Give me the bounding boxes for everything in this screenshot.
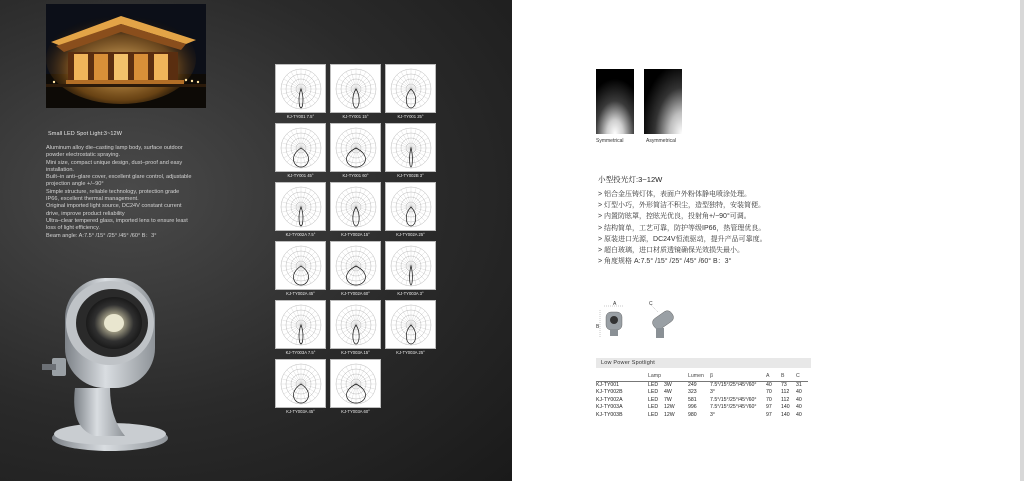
polar-diagram xyxy=(385,182,436,231)
feature-line-en: drive, improve product reliability xyxy=(46,210,125,217)
polar-diagram xyxy=(330,241,381,290)
cell-dim-a: 40 xyxy=(766,381,781,389)
cell-lumen: 980 xyxy=(688,411,697,418)
cell-lamp: LED xyxy=(648,396,659,403)
polar-diagram-label: KJ-TY003A 60° xyxy=(341,409,370,414)
features-list-en xyxy=(46,145,261,240)
cell-model: KJ-TY003A xyxy=(596,404,623,411)
polar-diagram-label: KJ-TY003A 7.5° xyxy=(285,350,316,355)
feature-line-en: Ultra–clear tempered glass, imported lens to ensure least xyxy=(46,217,188,224)
cell-lumen: 996 xyxy=(688,404,697,411)
cell-dim-a: 97 xyxy=(766,411,772,418)
polar-diagram-cell xyxy=(275,123,326,180)
polar-diagram xyxy=(330,359,381,408)
polar-diagram xyxy=(385,241,436,290)
cell-model: KJ-TY001 xyxy=(596,381,648,389)
polar-diagram xyxy=(385,123,436,172)
spotlight-product-image xyxy=(40,268,170,458)
feature-line-en: powder electrostatic spraying. xyxy=(46,152,120,159)
cell-model: KJ-TY002A xyxy=(596,396,623,403)
cell-watt: 12W xyxy=(664,404,675,411)
polar-diagram xyxy=(275,182,326,231)
cell-lamp: LED xyxy=(648,411,659,418)
cell-lumen: 249 xyxy=(688,381,710,389)
cell-dim-c: 31 xyxy=(796,381,808,389)
polar-diagram-label: KJ-TY003A 15° xyxy=(341,350,370,355)
cell-beam: 7.5°/15°/25°/45°/60° xyxy=(710,381,766,389)
cell-watt: 4W xyxy=(664,389,672,396)
polar-diagram-cell xyxy=(385,64,436,121)
cell-beam: 7.5°/15°/25°/45°/60° xyxy=(710,404,757,411)
cell-dim-b: 140 xyxy=(781,404,790,411)
polar-diagram-cell xyxy=(330,123,381,180)
col-header-watt xyxy=(664,373,688,381)
spec-table-row xyxy=(596,397,808,405)
cell-lumen: 323 xyxy=(688,389,697,396)
polar-diagram-cell xyxy=(330,300,381,357)
polar-diagram-label: KJ-TY001 15° xyxy=(342,114,369,119)
polar-diagram xyxy=(330,64,381,113)
spec-table-row xyxy=(596,412,808,420)
cell-watt: 12W xyxy=(664,411,675,418)
dim-label-a: A xyxy=(613,301,617,307)
polar-diagram-cell xyxy=(330,359,381,416)
cell-watt: 3W xyxy=(664,381,688,389)
col-header-a: A xyxy=(766,373,770,379)
polar-diagram xyxy=(275,300,326,349)
polar-diagram-cell xyxy=(275,64,326,121)
cell-dim-a: 70 xyxy=(766,396,772,403)
polar-diagram-label: KJ-TY002A 25° xyxy=(396,232,425,237)
feature-line-en: projection angle +/−90° xyxy=(46,181,104,188)
spec-table-header-row xyxy=(596,373,808,381)
polar-diagram-label: KJ-TY001 60° xyxy=(342,173,369,178)
cell-dim-b: 112 xyxy=(781,389,790,396)
polar-diagram xyxy=(385,300,436,349)
cell-watt: 7W xyxy=(664,396,672,403)
pavilion-night-photo xyxy=(46,4,206,108)
dim-label-c: C xyxy=(649,301,653,307)
polar-diagram-cell xyxy=(330,241,381,298)
beam-asymmetrical-caption: Asymmetrical xyxy=(646,138,677,144)
feature-line-cn: > 超白玻璃，进口材质透镜确保光效损失最小。 xyxy=(598,247,745,255)
polar-diagram-label: KJ-TY002A 15° xyxy=(341,232,370,237)
feature-line-en: IP66, excellent thermal management. xyxy=(46,196,139,203)
cell-lamp: LED xyxy=(648,404,659,411)
polar-diagram-label: KJ-TY001 25° xyxy=(397,114,424,119)
polar-diagram xyxy=(275,359,326,408)
page-edge-shadow xyxy=(1020,0,1024,481)
dimension-diagrams xyxy=(596,298,686,342)
cell-dim-b: 112 xyxy=(781,396,790,403)
polar-diagram-label: KJ-TY003A 45° xyxy=(286,409,315,414)
cell-beam: 3° xyxy=(710,389,715,396)
polar-diagram-cell xyxy=(275,359,326,416)
cell-model: KJ-TY002B xyxy=(596,389,623,396)
col-header-b: B xyxy=(781,373,785,379)
feature-line-cn: > 原装进口光源，DC24V恒流驱动，提升产品可靠度。 xyxy=(598,235,767,243)
feature-line-en: Aluminum alloy die–casting lamp body, surface outdoor xyxy=(46,145,183,151)
polar-diagram-cell xyxy=(385,300,436,357)
col-header-model xyxy=(596,373,648,381)
polar-diagram-cell xyxy=(330,182,381,239)
feature-line-cn: > 结构简单，工艺可靠，防护等级IP66，热管理优良。 xyxy=(598,224,766,232)
cell-dim-c: 40 xyxy=(796,404,802,411)
feature-line-en: Original imported light source, DC24V constant current xyxy=(46,203,182,210)
feature-line-cn: > 角度规格 A:7.5° /15° /25° /45° /60° B：3° xyxy=(598,258,732,266)
polar-diagram xyxy=(330,123,381,172)
cell-model: KJ-TY003B xyxy=(596,411,623,418)
polar-diagram-label: KJ-TY002A 7.5° xyxy=(285,232,316,237)
polar-diagram xyxy=(275,123,326,172)
beam-symmetrical-caption: Symmetrical xyxy=(596,138,624,144)
feature-line-en: Simple structure, reliable technology, protection grade xyxy=(46,188,180,195)
cell-beam: 7.5°/15°/25°/45°/60° xyxy=(710,396,757,403)
polar-diagram-label: KJ-TY001 45° xyxy=(287,173,314,178)
cell-dim-c: 40 xyxy=(796,389,802,396)
polar-diagram-label: KJ-TY002B 3° xyxy=(397,173,424,178)
feature-line-cn: > 铝合金压铸灯体，表面户外粉体静电喷涂处理。 xyxy=(598,191,752,198)
spec-table-row xyxy=(596,381,808,389)
spotlight-illustration xyxy=(40,268,170,458)
spec-table xyxy=(596,373,808,420)
polar-diagram-label: KJ-TY002A 60° xyxy=(341,291,370,296)
feature-line-en: loss of light efficiency. xyxy=(46,225,100,232)
polar-diagram-cell xyxy=(275,182,326,239)
polar-diagram xyxy=(275,64,326,113)
cell-beam: 3° xyxy=(710,411,715,418)
col-header-beam: β xyxy=(710,373,713,379)
beam-symmetrical-image xyxy=(596,69,634,134)
polar-diagram xyxy=(275,241,326,290)
polar-diagram-label: KJ-TY002A 45° xyxy=(286,291,315,296)
polar-diagram-cell xyxy=(385,123,436,180)
cell-dim-c: 40 xyxy=(796,411,802,418)
polar-diagram-cell xyxy=(275,241,326,298)
cell-lamp: LED xyxy=(648,389,659,396)
feature-line-en: Mini size, compact unique design, dust–proof and easy xyxy=(46,159,183,166)
polar-diagram-cell xyxy=(330,64,381,121)
feature-line-en: Built–in anti–glare cover, excellent glare control, adjustable xyxy=(46,174,192,181)
col-header-lumen: Lumen xyxy=(688,373,704,379)
cell-dim-b: 140 xyxy=(781,411,790,418)
polar-diagram-label: KJ-TY003A 3° xyxy=(397,291,424,296)
feature-line-cn: > 内置防眩罩，控眩光优良，投射角+/−90°可调。 xyxy=(598,213,751,221)
cell-lamp: LED xyxy=(648,381,664,389)
features-list-cn xyxy=(598,189,767,267)
feature-line-en: Beam angle: A:7.5° /15° /25° /45° /60° B：3° xyxy=(46,232,157,239)
polar-diagram xyxy=(385,64,436,113)
polar-diagram-label: KJ-TY001 7.5° xyxy=(286,114,315,119)
spec-table-body xyxy=(596,381,808,419)
feature-line-en: installation. xyxy=(46,166,74,173)
product-title-cn: 小型投光灯:3~12W xyxy=(598,175,663,184)
cell-dim-a: 97 xyxy=(766,404,772,411)
dim-label-b: B xyxy=(596,324,600,330)
polar-diagram-cell xyxy=(275,300,326,357)
pavilion-illustration xyxy=(46,4,206,108)
polar-diagram-cell xyxy=(385,182,436,239)
product-title-en: Small LED Spot Light:3~12W xyxy=(48,131,122,137)
spec-table-row xyxy=(596,404,808,412)
cell-dim-c: 40 xyxy=(796,396,802,403)
col-header-lamp: Lamp xyxy=(648,373,661,379)
polar-diagram xyxy=(330,300,381,349)
col-header-c: C xyxy=(796,373,800,379)
spec-table-title: Low Power Spotlight xyxy=(596,358,811,368)
polar-diagram-label: KJ-TY003A 25° xyxy=(396,350,425,355)
cell-lumen: 581 xyxy=(688,396,697,403)
spec-table-row xyxy=(596,389,808,397)
cell-dim-a: 70 xyxy=(766,389,772,396)
beam-asymmetrical-image xyxy=(644,69,682,134)
feature-line-cn: > 灯型小巧，外形简洁不积尘，造型独特，安装简便。 xyxy=(598,202,766,210)
cell-dim-b: 73 xyxy=(781,381,796,389)
polar-diagram xyxy=(330,182,381,231)
polar-diagram-cell xyxy=(385,241,436,298)
